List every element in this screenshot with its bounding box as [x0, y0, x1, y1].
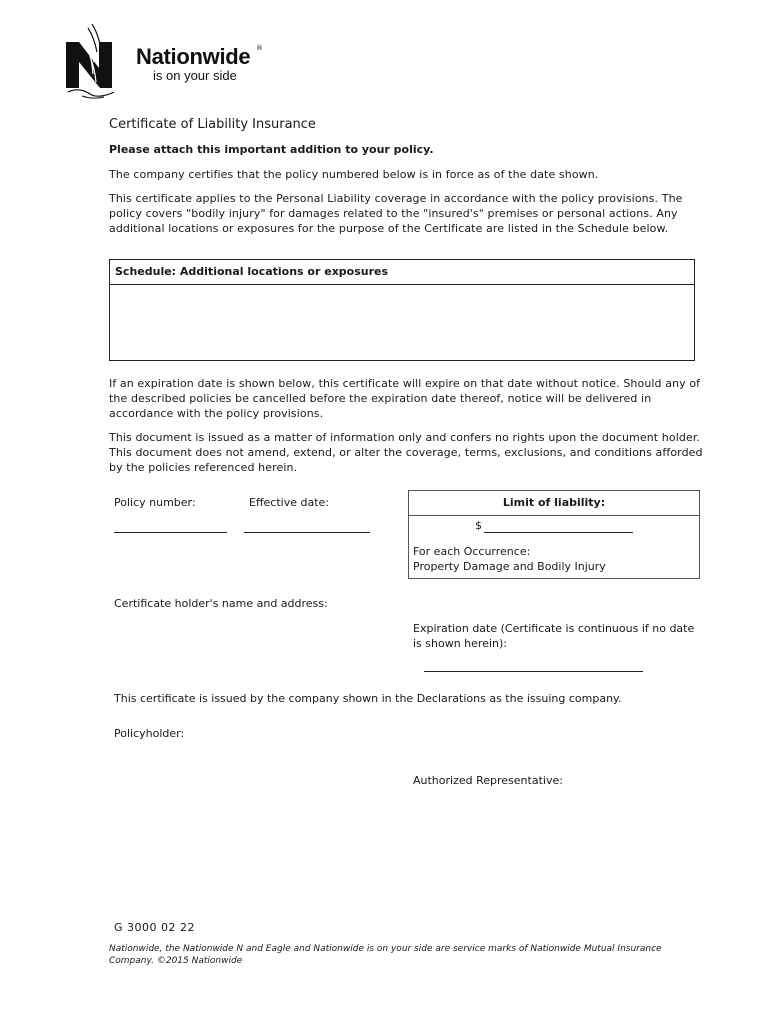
nationwide-eagle-logo-icon [62, 22, 124, 100]
effective-date-label: Effective date: [249, 496, 329, 509]
document-subtitle: Please attach this important addition to your policy. [109, 143, 434, 156]
brand-name: Nationwide [136, 44, 251, 69]
dollar-sign: $ [475, 519, 482, 532]
expiration-paragraph: If an expiration date is shown below, this certificate will expire on that date without notice. Should any of the described policies be cancelled before the expiration date thereof, notice will be delivered in accordance with the policy provisions. [109, 377, 701, 420]
limit-heading: Limit of liability: [409, 491, 699, 516]
schedule-box [109, 259, 695, 361]
certificate-holder-label: Certificate holder's name and address: [114, 597, 328, 610]
occurrence-text: For each Occurrence: Property Damage and Bodily Injury [413, 545, 606, 573]
expiration-date-field[interactable] [424, 671, 643, 672]
service-mark-note: Nationwide, the Nationwide N and Eagle and Nationwide is on your side are service marks of Nationwide Mutual Insurance Company. ©2015 Nationwide [109, 944, 662, 966]
authorized-representative-label: Authorized Representative: [413, 774, 563, 787]
limit-amount-field[interactable] [484, 532, 633, 533]
policy-number-field[interactable] [114, 532, 227, 533]
brand-tagline: is on your side [153, 68, 237, 83]
schedule-heading: Schedule: Additional locations or exposures [110, 260, 694, 285]
policyholder-label: Policyholder: [114, 727, 185, 740]
form-number: G 3000 02 22 [114, 921, 196, 934]
schedule-content-area[interactable] [110, 285, 694, 361]
information-paragraph: This document is issued as a matter of information only and confers no rights upon the document holder. This document does not amend, extend, or alter the coverage, terms, exclusions, and conditions afforded by the policies referenced herein. [109, 431, 703, 474]
issued-by-text: This certificate is issued by the company shown in the Declarations as the issuing company. [114, 692, 622, 705]
certifies-paragraph: The company certifies that the policy numbered below is in force as of the date shown. [109, 168, 599, 181]
effective-date-field[interactable] [244, 532, 370, 533]
policy-number-label: Policy number: [114, 496, 196, 509]
expiration-date-label: Expiration date (Certificate is continuous if no date is shown herein): [413, 622, 695, 650]
applies-paragraph: This certificate applies to the Personal Liability coverage in accordance with the policy provisions. The policy covers "bodily injury" for damages related to the "insured's" premises or personal actions. Any additional locations or exposures for the purpose of the Certificate are listed in the Schedule below. [109, 192, 683, 235]
registered-mark: ® [256, 44, 263, 52]
document-title: Certificate of Liability Insurance [109, 117, 316, 132]
